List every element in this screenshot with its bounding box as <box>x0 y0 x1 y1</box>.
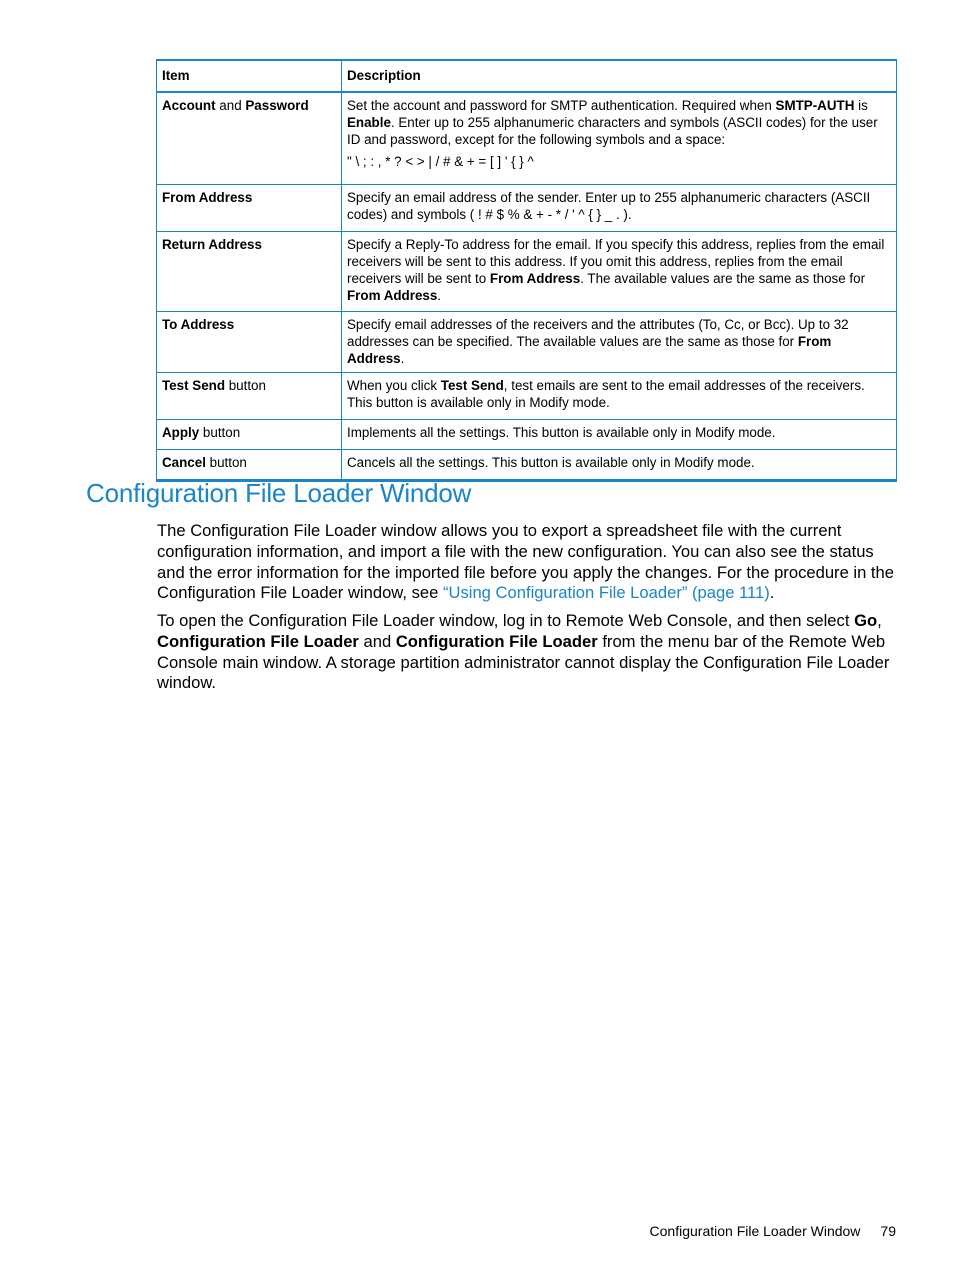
item-cell: Apply button <box>157 420 342 450</box>
table-row <box>157 373 897 420</box>
paragraph-open-window: To open the Configuration File Loader window, log in to Remote Web Console, and then select Go, Configuration File Loader and Configuration File Loader from the menu bar of the Remote Web Console main window. A storage partition administrator cannot display the Configuration File Loader window. <box>157 611 890 693</box>
description-cell: Cancels all the settings. This button is available only in Modify mode. <box>342 450 897 481</box>
table-row <box>157 450 897 481</box>
item-cell: Return Address <box>157 232 342 312</box>
item-cell: From Address <box>157 185 342 232</box>
table-row <box>157 92 897 185</box>
item-cell: Test Send button <box>157 373 342 420</box>
description-cell: Specify an email address of the sender. Enter up to 255 alphanumeric characters (ASCII codes) and symbols ( ! # $ % & + - * / ' ^ { } _ . ). <box>342 185 897 232</box>
table-row <box>157 420 897 450</box>
header-description: Description <box>342 60 897 92</box>
description-cell: Implements all the settings. This button is available only in Modify mode. <box>342 420 897 450</box>
section-title: Configuration File Loader Window <box>86 478 472 508</box>
table-header-row <box>157 60 897 92</box>
page-number: 79 <box>880 1223 896 1239</box>
description-cell: When you click Test Send, test emails are sent to the email addresses of the receivers. This button is available only in Modify mode. <box>342 373 897 420</box>
item-cell: Account and Password <box>157 92 342 185</box>
cross-reference-link[interactable]: “Using Configuration File Loader” (page 111) <box>442 583 770 603</box>
settings-table <box>156 59 897 482</box>
paragraph-intro: The Configuration File Loader window allows you to export a spreadsheet file with the current configuration information, and import a file with the new configuration. You can also see the status and the error information for the imported file before you apply the changes. For the procedure in the Configuration File Loader window, see “Using Configuration File Loader” (page 111). <box>157 521 895 603</box>
page-footer <box>650 1222 896 1240</box>
table-row <box>157 185 897 232</box>
item-cell: To Address <box>157 312 342 373</box>
description-cell: Specify email addresses of the receivers and the attributes (To, Cc, or Bcc). Up to 32 addresses can be specified. The available values are the same as those for From Address. <box>342 312 897 373</box>
description-cell: Specify a Reply-To address for the email. If you specify this address, replies from the email receivers will be sent to this address. If you omit this address, replies from the email receivers will be sent to From Address. The available values are the same as those for From Address. <box>342 232 897 312</box>
footer-title: Configuration File Loader Window <box>649 1223 861 1239</box>
table-row <box>157 312 897 373</box>
description-cell: Set the account and password for SMTP authentication. Required when SMTP-AUTH is Enable. Enter up to 255 alphanumeric characters and symbols (ASCII codes) for the user ID and password, except for the following symbols and a space: " \ ; : , * ? < > | / # & + = [ ] ' { } ^ <box>342 92 897 185</box>
header-item: Item <box>157 60 342 92</box>
table-row <box>157 232 897 312</box>
item-cell: Cancel button <box>157 450 342 481</box>
excluded-symbols: " \ ; : , * ? < > | / # & + = [ ] ' { } ^ <box>347 154 534 169</box>
